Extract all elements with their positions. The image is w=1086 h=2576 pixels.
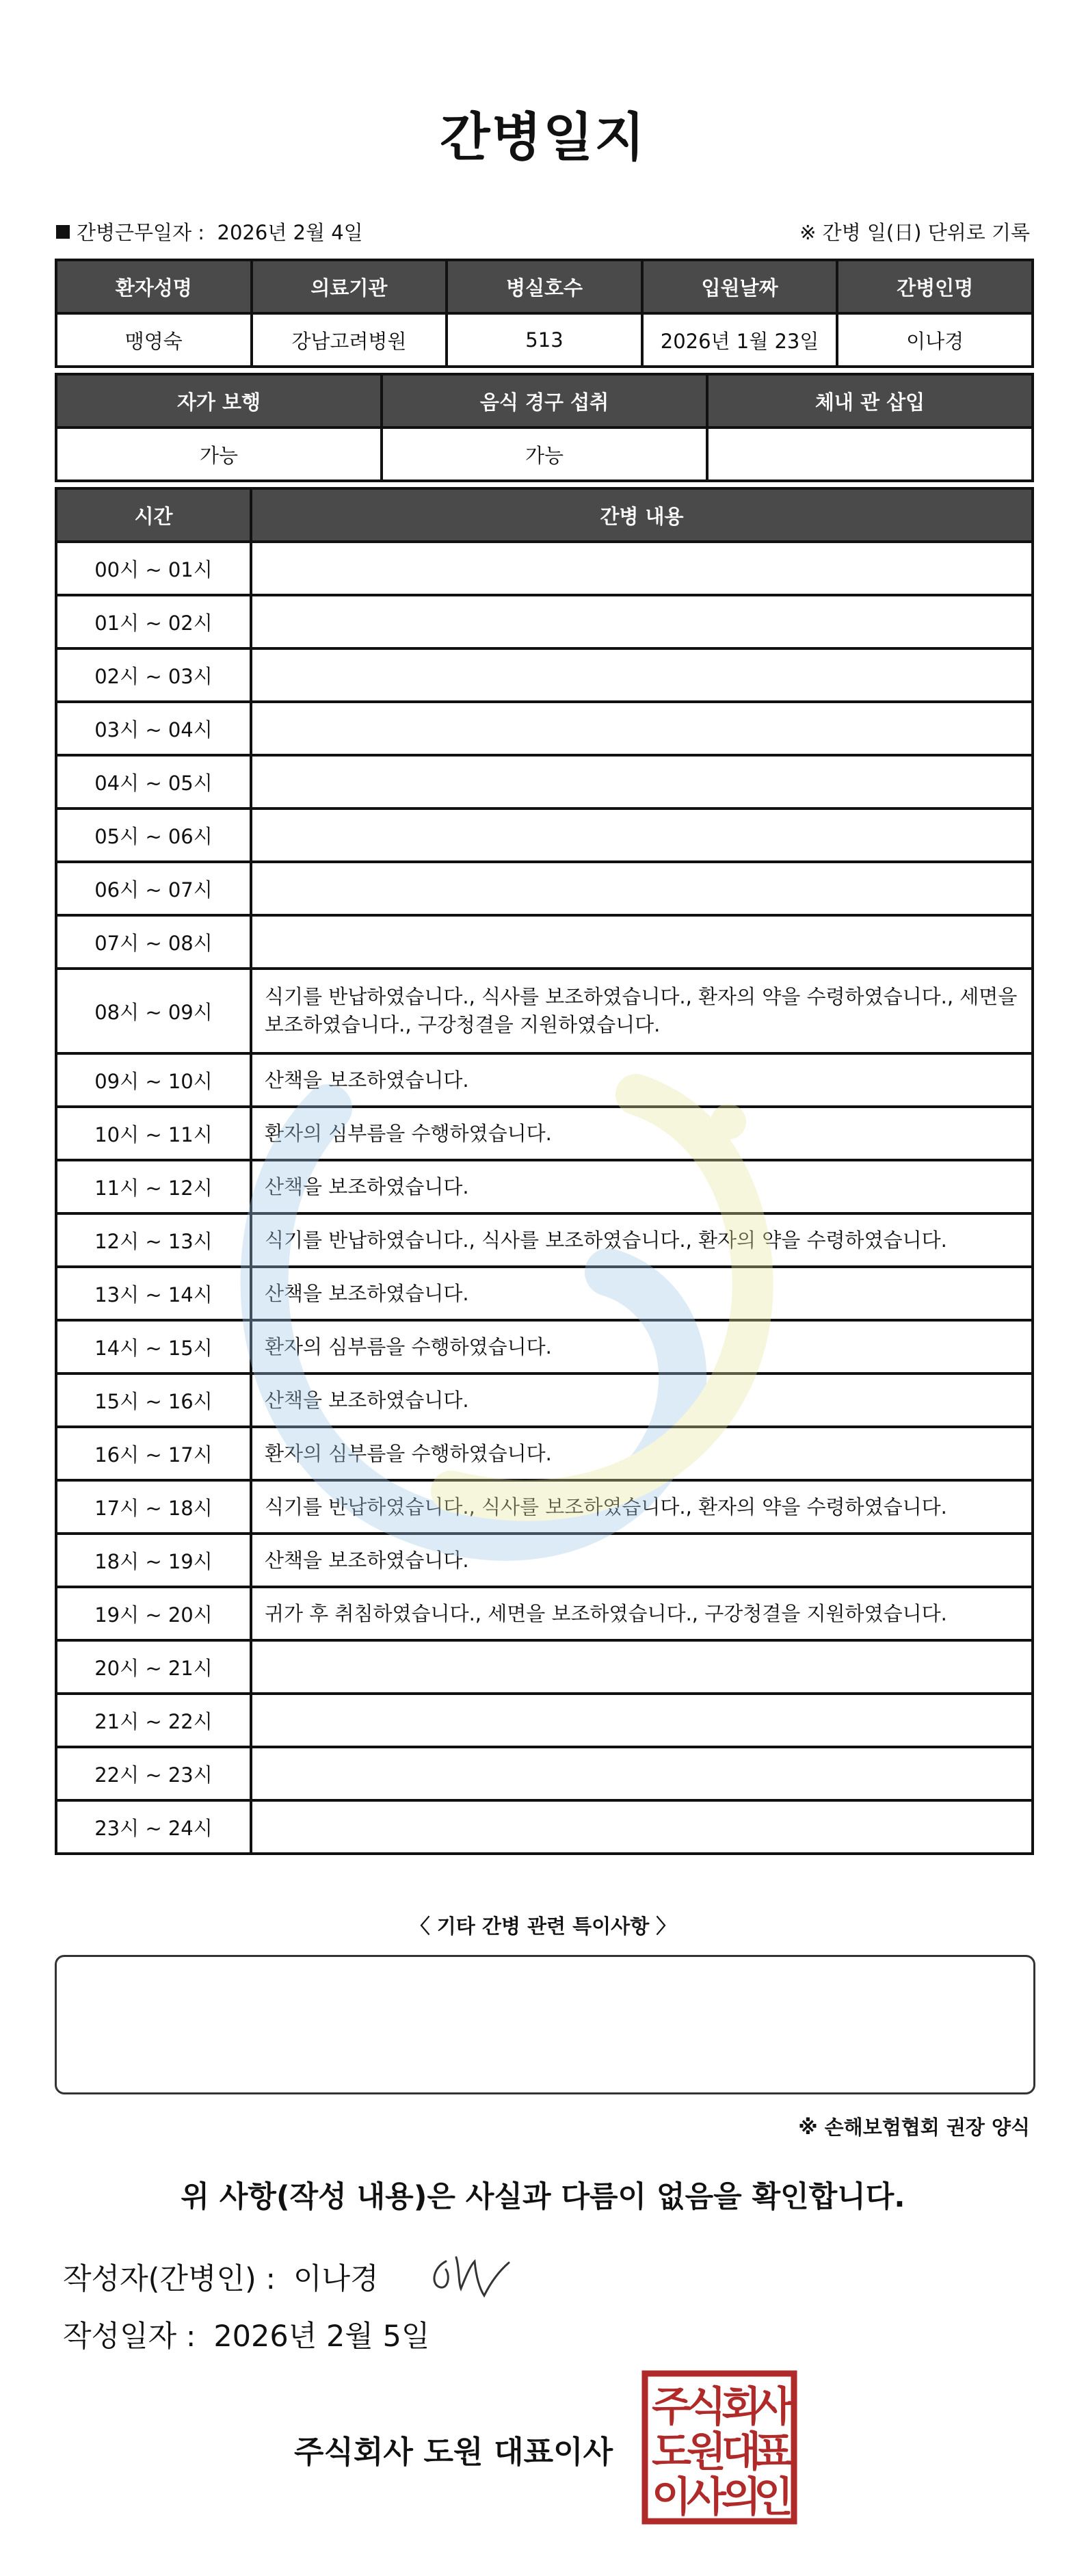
table-row	[56, 1480, 1033, 1534]
log-time-cell: 19시 ~ 20시	[56, 1587, 251, 1640]
log-content-cell: 산책을 보조하였습니다.	[251, 1534, 1033, 1587]
table-row	[56, 1160, 1033, 1213]
log-content-cell: 환자의 심부름을 수행하였습니다.	[251, 1320, 1033, 1374]
patient-status-table	[55, 373, 1034, 482]
log-content-cell	[251, 1694, 1033, 1747]
table-row	[56, 595, 1033, 648]
log-time-cell: 11시 ~ 12시	[56, 1160, 251, 1213]
log-time-cell: 10시 ~ 11시	[56, 1107, 251, 1160]
log-time-cell: 15시 ~ 16시	[56, 1374, 251, 1427]
svg-text:주: 주	[652, 2383, 691, 2431]
log-time-cell: 05시 ~ 06시	[56, 809, 251, 862]
written-date-label: 작성일자 :	[63, 2319, 196, 2354]
oral-intake-value: 가능	[382, 428, 707, 481]
log-content-cell: 환자의 심부름을 수행하였습니다.	[251, 1107, 1033, 1160]
admission-date-value: 2026년 1월 23일	[642, 313, 838, 367]
log-content-cell: 산책을 보조하였습니다.	[251, 1374, 1033, 1427]
log-content-cell: 귀가 후 취침하였습니다., 세면을 보조하였습니다., 구강청결을 지원하였습니다.	[251, 1587, 1033, 1640]
log-content-cell	[251, 755, 1033, 809]
svg-text:표: 표	[754, 2428, 793, 2476]
header-oral-intake: 음식 경구 섭취	[382, 374, 707, 428]
table-row	[56, 1427, 1033, 1480]
writer-line	[63, 2256, 379, 2298]
header-room-number: 병실호수	[447, 260, 642, 313]
log-time-cell: 14시 ~ 15시	[56, 1320, 251, 1374]
log-time-cell: 22시 ~ 23시	[56, 1747, 251, 1800]
log-content-cell	[251, 1747, 1033, 1800]
table-row	[56, 809, 1033, 862]
table-row	[56, 1747, 1033, 1800]
handwritten-signature-icon	[425, 2248, 514, 2300]
special-notes-box	[55, 1955, 1035, 2094]
table-row	[56, 755, 1033, 809]
log-content-cell	[251, 542, 1033, 595]
status-header-row	[56, 374, 1033, 428]
log-content-cell	[251, 1640, 1033, 1694]
document-title: 간병일지	[440, 107, 646, 168]
table-row	[56, 1053, 1033, 1107]
hourly-care-log-table	[55, 487, 1034, 1855]
patient-name-value: 맹영숙	[56, 313, 252, 367]
table-row	[56, 1587, 1033, 1640]
work-date-label: 간병근무일자 :	[77, 221, 205, 244]
log-time-cell: 13시 ~ 14시	[56, 1267, 251, 1320]
table-row	[56, 1213, 1033, 1267]
log-time-cell: 03시 ~ 04시	[56, 702, 251, 755]
svg-text:원: 원	[687, 2428, 726, 2476]
table-row	[56, 648, 1033, 702]
header-admission-date: 입원날짜	[642, 260, 838, 313]
table-row	[56, 1800, 1033, 1854]
work-date-value: 2026년 2월 4일	[217, 221, 363, 244]
svg-text:사: 사	[687, 2473, 726, 2521]
writer-name: 이나경	[293, 2262, 379, 2296]
log-time-cell: 04시 ~ 05시	[56, 755, 251, 809]
writer-label: 작성자(간병인) :	[63, 2262, 276, 2296]
svg-text:회: 회	[721, 2383, 761, 2431]
header-caregiver-name: 간병인명	[837, 260, 1033, 313]
table-row	[56, 1374, 1033, 1427]
log-time-cell: 06시 ~ 07시	[56, 862, 251, 915]
written-date-value: 2026년 2월 5일	[213, 2319, 430, 2354]
log-content-cell	[251, 648, 1033, 702]
confirmation-statement: 위 사항(작성 내용)은 사실과 다름이 없음을 확인합니다.	[181, 2180, 905, 2214]
log-content-cell: 산책을 보조하였습니다.	[251, 1267, 1033, 1320]
written-date-line	[63, 2313, 429, 2355]
log-time-cell: 07시 ~ 08시	[56, 915, 251, 969]
log-content-cell	[251, 862, 1033, 915]
log-time-cell: 20시 ~ 21시	[56, 1640, 251, 1694]
log-rows	[56, 542, 1033, 1854]
log-time-cell: 23시 ~ 24시	[56, 1800, 251, 1854]
square-bullet-icon	[56, 225, 70, 239]
log-header-row	[56, 488, 1033, 542]
log-time-cell: 12시 ~ 13시	[56, 1213, 251, 1267]
log-time-cell: 00시 ~ 01시	[56, 542, 251, 595]
log-time-cell: 16시 ~ 17시	[56, 1427, 251, 1480]
table-row	[56, 1694, 1033, 1747]
log-content-cell	[251, 595, 1033, 648]
log-content-cell: 식기를 반납하였습니다., 식사를 보조하였습니다., 환자의 약을 수령하였습니다.	[251, 1480, 1033, 1534]
table-row	[56, 969, 1033, 1053]
table-row	[56, 1640, 1033, 1694]
svg-text:이: 이	[652, 2473, 691, 2521]
log-content-cell: 산책을 보조하였습니다.	[251, 1053, 1033, 1107]
special-notes-title: 〈 기타 간병 관련 특이사항 〉	[410, 1915, 676, 1938]
log-content-cell	[251, 915, 1033, 969]
status-value-row	[56, 428, 1033, 481]
svg-text:대: 대	[721, 2428, 761, 2476]
header-self-walking: 자가 보행	[56, 374, 382, 428]
svg-text:인: 인	[754, 2473, 793, 2521]
log-time-cell: 01시 ~ 02시	[56, 595, 251, 648]
table-row	[56, 1267, 1033, 1320]
log-content-cell	[251, 1800, 1033, 1854]
log-content-cell: 식기를 반납하였습니다., 식사를 보조하였습니다., 환자의 약을 수령하였습니다.	[251, 1213, 1033, 1267]
log-time-cell: 02시 ~ 03시	[56, 648, 251, 702]
source-note: ※ 손해보험협회 권장 양식	[798, 2116, 1030, 2139]
table-row	[56, 1320, 1033, 1374]
table-row	[56, 1534, 1033, 1587]
patient-value-row	[56, 313, 1033, 367]
tube-insertion-value	[707, 428, 1033, 481]
log-time-cell: 09시 ~ 10시	[56, 1053, 251, 1107]
header-time: 시간	[56, 488, 251, 542]
log-time-cell: 08시 ~ 09시	[56, 969, 251, 1053]
log-content-cell: 산책을 보조하였습니다.	[251, 1160, 1033, 1213]
work-date	[56, 218, 363, 246]
room-number-value: 513	[447, 313, 642, 367]
patient-info-table	[55, 259, 1034, 368]
table-row	[56, 542, 1033, 595]
svg-text:도: 도	[652, 2428, 691, 2476]
log-content-cell: 환자의 심부름을 수행하였습니다.	[251, 1427, 1033, 1480]
svg-text:사: 사	[754, 2383, 793, 2431]
header-care-content: 간병 내용	[251, 488, 1033, 542]
table-row	[56, 1107, 1033, 1160]
log-content-cell	[251, 702, 1033, 755]
header-hospital: 의료기관	[252, 260, 447, 313]
log-content-cell: 식기를 반납하였습니다., 식사를 보조하였습니다., 환자의 약을 수령하였습니다., 세면을 보조하였습니다., 구강청결을 지원하였습니다.	[251, 969, 1033, 1053]
caregiver-name-value: 이나경	[837, 313, 1033, 367]
log-time-cell: 17시 ~ 18시	[56, 1480, 251, 1534]
company-seal-stamp	[641, 2370, 797, 2525]
header-patient-name: 환자성명	[56, 260, 252, 313]
self-walking-value: 가능	[56, 428, 382, 481]
table-row	[56, 702, 1033, 755]
log-content-cell	[251, 809, 1033, 862]
svg-text:의: 의	[721, 2473, 761, 2521]
log-time-cell: 21시 ~ 22시	[56, 1694, 251, 1747]
log-time-cell: 18시 ~ 19시	[56, 1534, 251, 1587]
table-row	[56, 915, 1033, 969]
svg-text:식: 식	[687, 2383, 726, 2431]
table-row	[56, 862, 1033, 915]
header-tube-insertion: 체내 관 삽입	[707, 374, 1033, 428]
company-representative: 주식회사 도원 대표이사	[294, 2434, 613, 2470]
unit-note: ※ 간병 일(日) 단위로 기록	[799, 221, 1030, 244]
hospital-value: 강남고려병원	[252, 313, 447, 367]
patient-header-row	[56, 260, 1033, 313]
